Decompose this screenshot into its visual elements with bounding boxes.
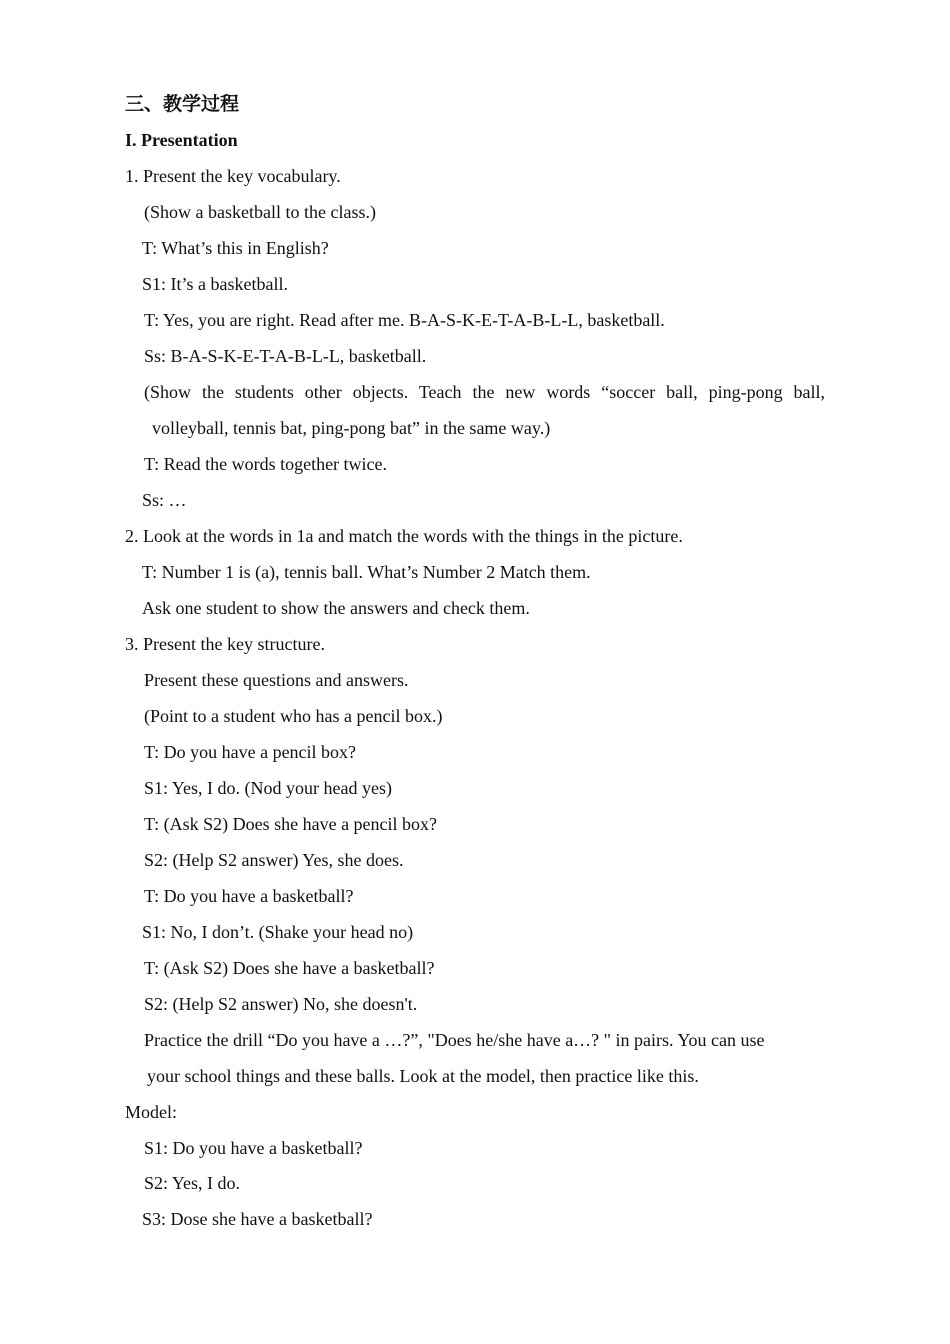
step-3-title: 3. Present the key structure. [125,634,325,654]
dialogue-line: S1: Yes, I do. (Nod your head yes) [144,778,392,798]
step-1-title: 1. Present the key vocabulary. [125,166,341,186]
model-label: Model: [125,1102,177,1122]
dialogue-line: S1: It’s a basketball. [142,274,288,294]
dialogue-line: S2: (Help S2 answer) No, she doesn't. [144,994,418,1014]
instruction-line: Ask one student to show the answers and check them. [142,598,530,618]
model-dialogue-line: S3: Dose she have a basketball? [142,1209,373,1229]
instruction-new-words: (Show the students other objects. Teach the new words “soccer ball, ping-pong ball, [144,382,825,402]
dialogue-line: T: Read the words together twice. [144,454,388,474]
instruction-new-words-continued: volleyball, tennis bat, ping-pong bat” in the same way.) [152,418,551,438]
dialogue-line: T: Number 1 is (a), tennis ball. What’s Number 2 Match them. [142,562,591,582]
dialogue-line: T: What’s this in English? [142,238,329,258]
part-heading: I. Presentation [125,130,238,150]
dialogue-line: T: (Ask S2) Does she have a pencil box? [144,814,438,834]
dialogue-line: S2: (Help S2 answer) Yes, she does. [144,850,404,870]
dialogue-line: S1: No, I don’t. (Shake your head no) [142,922,414,942]
instruction-practice-continued: your school things and these balls. Look at the model, then practice like this. [147,1066,699,1086]
instruction-practice: Practice the drill “Do you have a …?”, "Does he/she have a…? " in pairs. You can use [144,1030,765,1050]
dialogue-line: Ss: … [142,490,187,510]
instruction-line: Present these questions and answers. [144,670,409,690]
model-dialogue-line: S1: Do you have a basketball? [144,1138,363,1158]
instruction-show-basketball: (Show a basketball to the class.) [144,202,376,222]
dialogue-line: T: (Ask S2) Does she have a basketball? [144,958,435,978]
dialogue-line: T: Yes, you are right. Read after me. B-A-S-K-E-T-A-B-L-L, basketball. [144,310,665,330]
dialogue-line: T: Do you have a basketball? [144,886,354,906]
dialogue-line: Ss: B-A-S-K-E-T-A-B-L-L, basketball. [144,346,427,366]
model-dialogue-line: S2: Yes, I do. [144,1173,241,1193]
dialogue-line: T: Do you have a pencil box? [144,742,357,762]
section-heading: 三、教学过程 [125,93,240,115]
instruction-line: (Point to a student who has a pencil box.) [144,706,443,726]
step-2-title: 2. Look at the words in 1a and match the words with the things in the picture. [125,526,683,546]
